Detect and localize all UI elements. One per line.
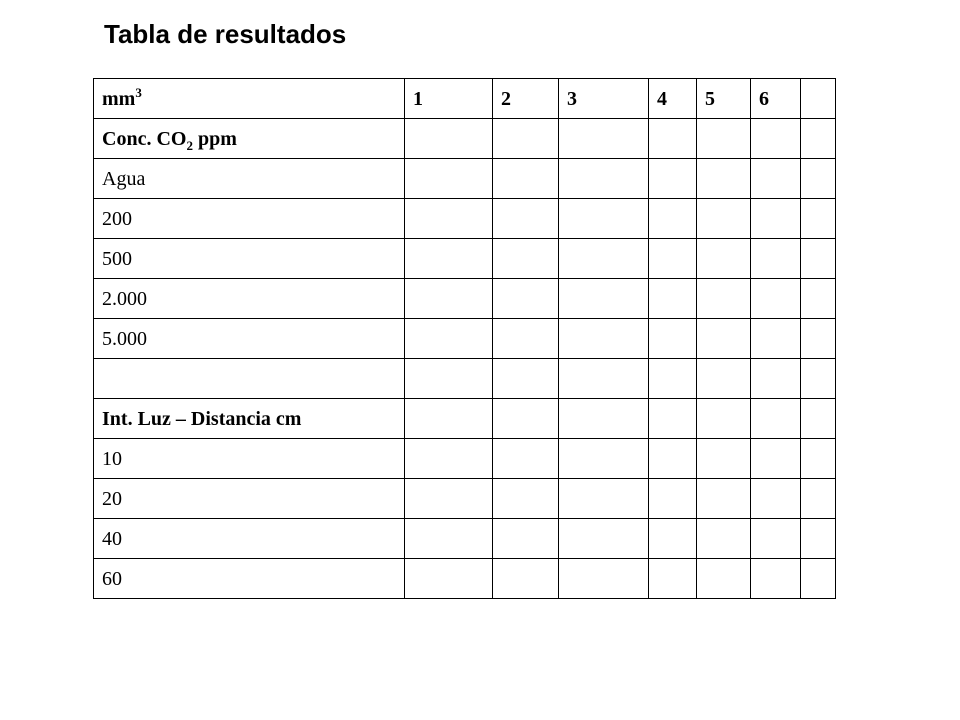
table-cell (493, 199, 559, 239)
table-cell (751, 199, 801, 239)
table-cell (801, 519, 836, 559)
co2-section-label (94, 119, 405, 159)
row-label (94, 359, 405, 399)
table-cell (697, 479, 751, 519)
column-header: 6 (751, 79, 801, 119)
table-cell (405, 239, 493, 279)
table-cell (697, 279, 751, 319)
table-cell (649, 439, 697, 479)
table-cell (559, 159, 649, 199)
column-header: 3 (559, 79, 649, 119)
column-header: 2 (493, 79, 559, 119)
table-row (94, 319, 836, 359)
table-cell (405, 119, 493, 159)
table-cell (801, 559, 836, 599)
row-label: Agua (94, 159, 405, 199)
table-cell (801, 319, 836, 359)
table-cell (697, 399, 751, 439)
table-cell (493, 239, 559, 279)
column-header: 4 (649, 79, 697, 119)
table-cell (801, 159, 836, 199)
row-label: 5.000 (94, 319, 405, 359)
table-cell (649, 519, 697, 559)
table-cell (649, 279, 697, 319)
table-cell (801, 479, 836, 519)
table-row (94, 199, 836, 239)
table-cell (801, 119, 836, 159)
table-cell (405, 319, 493, 359)
table-cell (801, 279, 836, 319)
table-cell (405, 359, 493, 399)
header-unit-exponent: 3 (135, 84, 142, 100)
table-cell (751, 479, 801, 519)
header-row (94, 79, 836, 119)
table-cell (801, 239, 836, 279)
column-header (801, 79, 836, 119)
table-row (94, 159, 836, 199)
table-cell (559, 519, 649, 559)
row-label: 20 (94, 479, 405, 519)
page-title: Tabla de resultados (104, 19, 347, 49)
table-cell (405, 519, 493, 559)
table-cell (697, 519, 751, 559)
table-cell (559, 439, 649, 479)
table-cell (801, 359, 836, 399)
co2-label-subscript: 2 (186, 137, 193, 153)
row-label: 60 (94, 559, 405, 599)
table-cell (559, 199, 649, 239)
table-cell (697, 359, 751, 399)
row-label: 40 (94, 519, 405, 559)
table-cell (559, 399, 649, 439)
table-cell (559, 279, 649, 319)
spacer-row (94, 359, 836, 399)
table-cell (493, 479, 559, 519)
table-cell (697, 159, 751, 199)
table-cell (649, 199, 697, 239)
co2-label-prefix: Conc. CO (102, 127, 187, 150)
table-cell (751, 279, 801, 319)
table-cell (559, 359, 649, 399)
table-cell (697, 319, 751, 359)
table-cell (751, 119, 801, 159)
table-cell (697, 119, 751, 159)
row-label: 2.000 (94, 279, 405, 319)
section-header-row (94, 119, 836, 159)
table-row (94, 279, 836, 319)
table-cell (697, 439, 751, 479)
table-cell (751, 239, 801, 279)
row-label: 200 (94, 199, 405, 239)
light-section-label: Int. Luz – Distancia cm (94, 399, 405, 439)
table-cell (751, 439, 801, 479)
table-row (94, 439, 836, 479)
table-cell (405, 159, 493, 199)
table-cell (751, 559, 801, 599)
table-cell (649, 399, 697, 439)
table-cell (559, 479, 649, 519)
table-cell (493, 279, 559, 319)
table-cell (751, 159, 801, 199)
results-table (93, 78, 836, 599)
table-cell (559, 119, 649, 159)
table-row (94, 559, 836, 599)
table-cell (405, 559, 493, 599)
table-cell (649, 319, 697, 359)
table-cell (405, 399, 493, 439)
table-cell (751, 519, 801, 559)
column-header: 5 (697, 79, 751, 119)
table-cell (649, 239, 697, 279)
header-unit-base: mm (102, 87, 136, 110)
table-cell (649, 559, 697, 599)
section-header-row (94, 399, 836, 439)
table-cell (493, 519, 559, 559)
row-label: 500 (94, 239, 405, 279)
table-cell (801, 199, 836, 239)
table-cell (697, 559, 751, 599)
row-label: 10 (94, 439, 405, 479)
table-cell (649, 479, 697, 519)
table-row (94, 479, 836, 519)
table-cell (559, 239, 649, 279)
table-cell (801, 399, 836, 439)
table-cell (649, 159, 697, 199)
table-cell (697, 199, 751, 239)
table-cell (493, 159, 559, 199)
table-cell (405, 439, 493, 479)
co2-label-suffix: ppm (192, 127, 237, 150)
table-cell (801, 439, 836, 479)
table-cell (649, 119, 697, 159)
header-unit-cell (94, 79, 405, 119)
table-cell (559, 319, 649, 359)
table-cell (697, 239, 751, 279)
table-cell (493, 439, 559, 479)
table-cell (493, 559, 559, 599)
table-row (94, 239, 836, 279)
table-cell (559, 559, 649, 599)
table-cell (751, 399, 801, 439)
table-cell (405, 479, 493, 519)
table-cell (493, 119, 559, 159)
column-header: 1 (405, 79, 493, 119)
table-cell (649, 359, 697, 399)
table-cell (405, 199, 493, 239)
table-cell (493, 359, 559, 399)
table-cell (493, 399, 559, 439)
table-cell (493, 319, 559, 359)
table-cell (751, 359, 801, 399)
table-cell (751, 319, 801, 359)
table-cell (405, 279, 493, 319)
table-row (94, 519, 836, 559)
